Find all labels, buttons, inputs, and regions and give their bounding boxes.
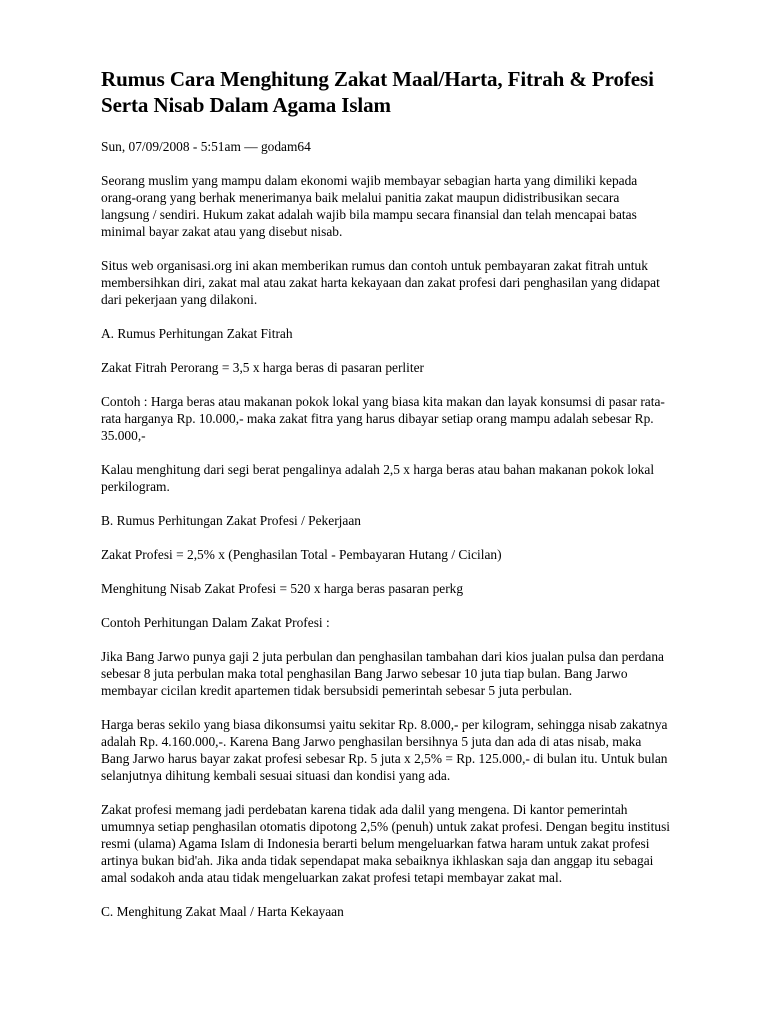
paragraph-fitrah-example: Contoh : Harga beras atau makanan pokok lokal yang biasa kita makan dan layak konsumsi di pasar rata-rata harganya Rp. 10.000,- maka zakat fitra yang harus dibayar setiap orang mampu adalah sebesar Rp. 35.000,- (101, 394, 665, 443)
formula-nisab-profesi: Menghitung Nisab Zakat Profesi = 520 x harga beras pasaran perkg (101, 581, 464, 596)
section-heading-profesi: B. Rumus Perhitungan Zakat Profesi / Pekerjaan (101, 513, 361, 528)
example-heading-profesi: Contoh Perhitungan Dalam Zakat Profesi : (101, 615, 330, 630)
paragraph-intro: Seorang muslim yang mampu dalam ekonomi wajib membayar sebagian harta yang dimiliki kepada orang-orang yang berhak menerimanya baik melalui panitia zakat maupun didistribusikan secara langsung / sendiri. Hukum zakat adalah wajib bila mampu secara finansial dan telah mencapai batas minimal bayar zakat atau yang disebut nisab. (101, 173, 638, 239)
article-meta: Sun, 07/09/2008 - 5:51am — godam64 (101, 139, 311, 154)
paragraph-fitrah-weight: Kalau menghitung dari segi berat pengalinya adalah 2,5 x harga beras atau bahan makanan pokok lokal perkilogram. (101, 462, 655, 494)
section-heading-maal: C. Menghitung Zakat Maal / Harta Kekayaan (101, 904, 344, 919)
formula-fitrah: Zakat Fitrah Perorang = 3,5 x harga beras di pasaran perliter (101, 360, 424, 375)
document-page (101, 66, 671, 920)
paragraph-profesi-example-2: Harga beras sekilo yang biasa dikonsumsi yaitu sekitar Rp. 8.000,- per kilogram, sehingga nisab zakatnya adalah Rp. 4.160.000,-. Karena Bang Jarwo penghasilan bersihnya 5 juta dan ada di atas nisab, maka Bang Jarwo harus bayar zakat profesi sebesar Rp. 5 juta x 2,5% = Rp. 125.000,- di bulan itu. Untuk bulan selanjutnya dihitung kembali sesuai situasi dan kondisi yang ada. (101, 717, 668, 783)
paragraph-profesi-debate: Zakat profesi memang jadi perdebatan karena tidak ada dalil yang mengena. Di kantor pemerintah umumnya setiap penghasilan otomatis dipotong 2,5% (penuh) untuk zakat profesi. Dengan begitu institusi resmi (ulama) Agama Islam di Indonesia berarti belum mengeluarkan fatwa haram untuk zakat profesi artinya bukan bid'ah. Jika anda tidak sependapat maka sebaiknya ikhlaskan saja dan anggap itu sebagai amal sodakoh anda atau tidak mengeluarkan zakat profesi tetapi membayar zakat mal. (101, 802, 670, 885)
formula-profesi: Zakat Profesi = 2,5% x (Penghasilan Total - Pembayaran Hutang / Cicilan) (101, 547, 502, 562)
paragraph-profesi-example-1: Jika Bang Jarwo punya gaji 2 juta perbulan dan penghasilan tambahan dari kios jualan pulsa dan perdana sebesar 8 juta perbulan maka total penghasilan Bang Jarwo sebesar 10 juta tiap bulan. Bang Jarwo membayar cicilan kredit apartemen tidak bersubsidi pemerintah sebesar 5 juta perbulan. (101, 649, 664, 698)
article-title: Rumus Cara Menghitung Zakat Maal/Harta, Fitrah & Profesi Serta Nisab Dalam Agama Islam (101, 67, 654, 117)
section-heading-fitrah: A. Rumus Perhitungan Zakat Fitrah (101, 326, 293, 341)
paragraph-site-intro: Situs web organisasi.org ini akan memberikan rumus dan contoh untuk pembayaran zakat fitrah untuk membersihkan diri, zakat mal atau zakat harta kekayaan dan zakat profesi dari penghasilan yang didapat dari pekerjaan yang dilakoni. (101, 258, 660, 307)
